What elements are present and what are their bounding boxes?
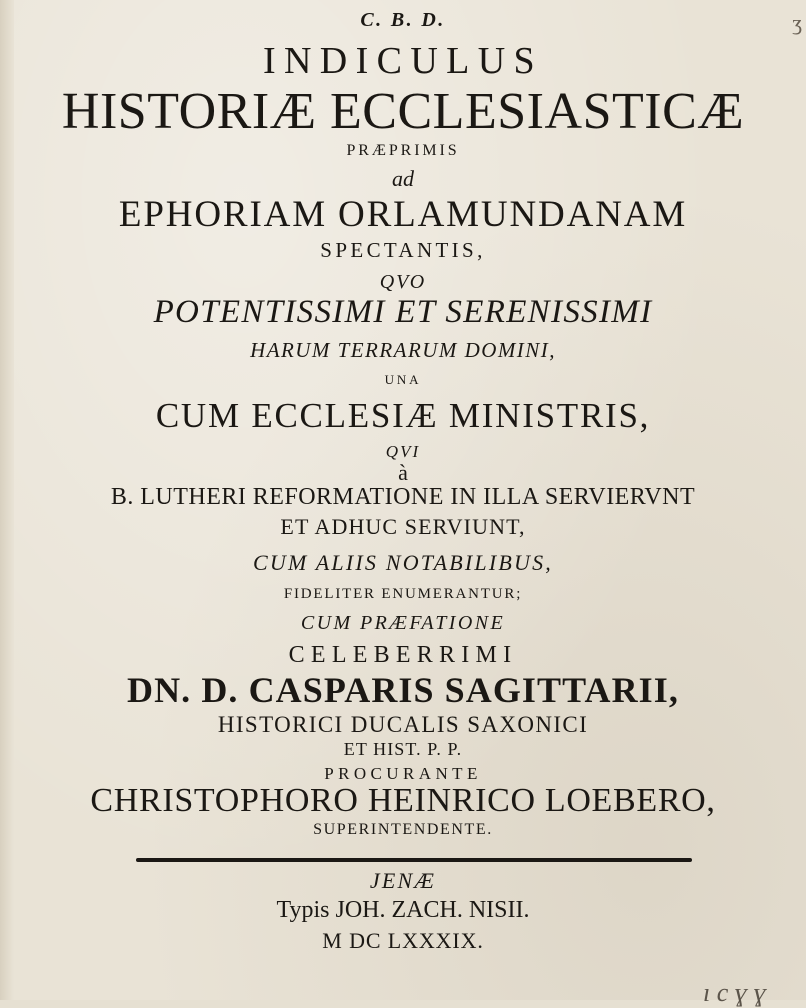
line-adhuc: ET ADHUC SERVIUNT, [280, 514, 526, 539]
line-harum-terrarum: HARUM TERRARUM DOMINI, [250, 338, 556, 362]
line-superintendente: SUPERINTENDENTE. [313, 821, 493, 838]
line-praeprimis: PRÆPRIMIS [346, 142, 460, 159]
line-lutheri: B. LUTHERI REFORMATIONE IN ILLA SERVIERVNT [110, 484, 696, 510]
line-quo: QVO [379, 271, 427, 293]
line-fideliter: FIDELITER ENUMERANTUR; [283, 586, 523, 602]
line-una: UNA [384, 372, 422, 387]
line-procurante: PROCURANTE [324, 764, 482, 783]
line-cum-aliis: CUM ALIIS NOTABILIBUS, [253, 550, 553, 575]
line-praefatione: CUM PRÆFATIONE [300, 612, 506, 634]
imprint-year: M DC LXXXIX. [322, 928, 484, 953]
imprint-printer: Typis JOH. ZACH. NISII. [276, 897, 530, 923]
title-line-1: INDICULUS [262, 40, 543, 82]
line-hist-pp: ET HIST. P. P. [343, 739, 463, 759]
line-historici: HISTORICI DUCALIS SAXONICI [217, 712, 589, 737]
header-initials: C. B. D. [360, 9, 446, 31]
line-ad: ad [392, 166, 414, 191]
line-celeberrimi: CELEBERRIMI [288, 642, 518, 668]
imprint-place: JENÆ [369, 868, 437, 893]
corner-mark: ʒ [792, 10, 802, 35]
line-ephoriam: EPHORIAM ORLAMUNDANAM [118, 194, 688, 235]
line-qui: QVI [385, 442, 421, 461]
line-potentissimi: POTENTISSIMI ET SERENISSIMI [153, 294, 653, 330]
line-loebero: CHRISTOPHORO HEINRICO LOEBERO, [90, 782, 716, 819]
title-line-2: HISTORIÆ ECCLESIASTICÆ [61, 83, 745, 140]
handwritten-mark: ı c ɣ ɣ [702, 978, 766, 1007]
line-spectantis: SPECTANTIS, [320, 238, 486, 262]
line-a: à [398, 460, 408, 485]
line-cum-ecclesiae: CUM ECCLESIÆ MINISTRIS, [155, 396, 651, 435]
horizontal-rule [136, 858, 692, 862]
line-sagittarii: DN. D. CASPARIS SAGITTARII, [127, 670, 679, 710]
